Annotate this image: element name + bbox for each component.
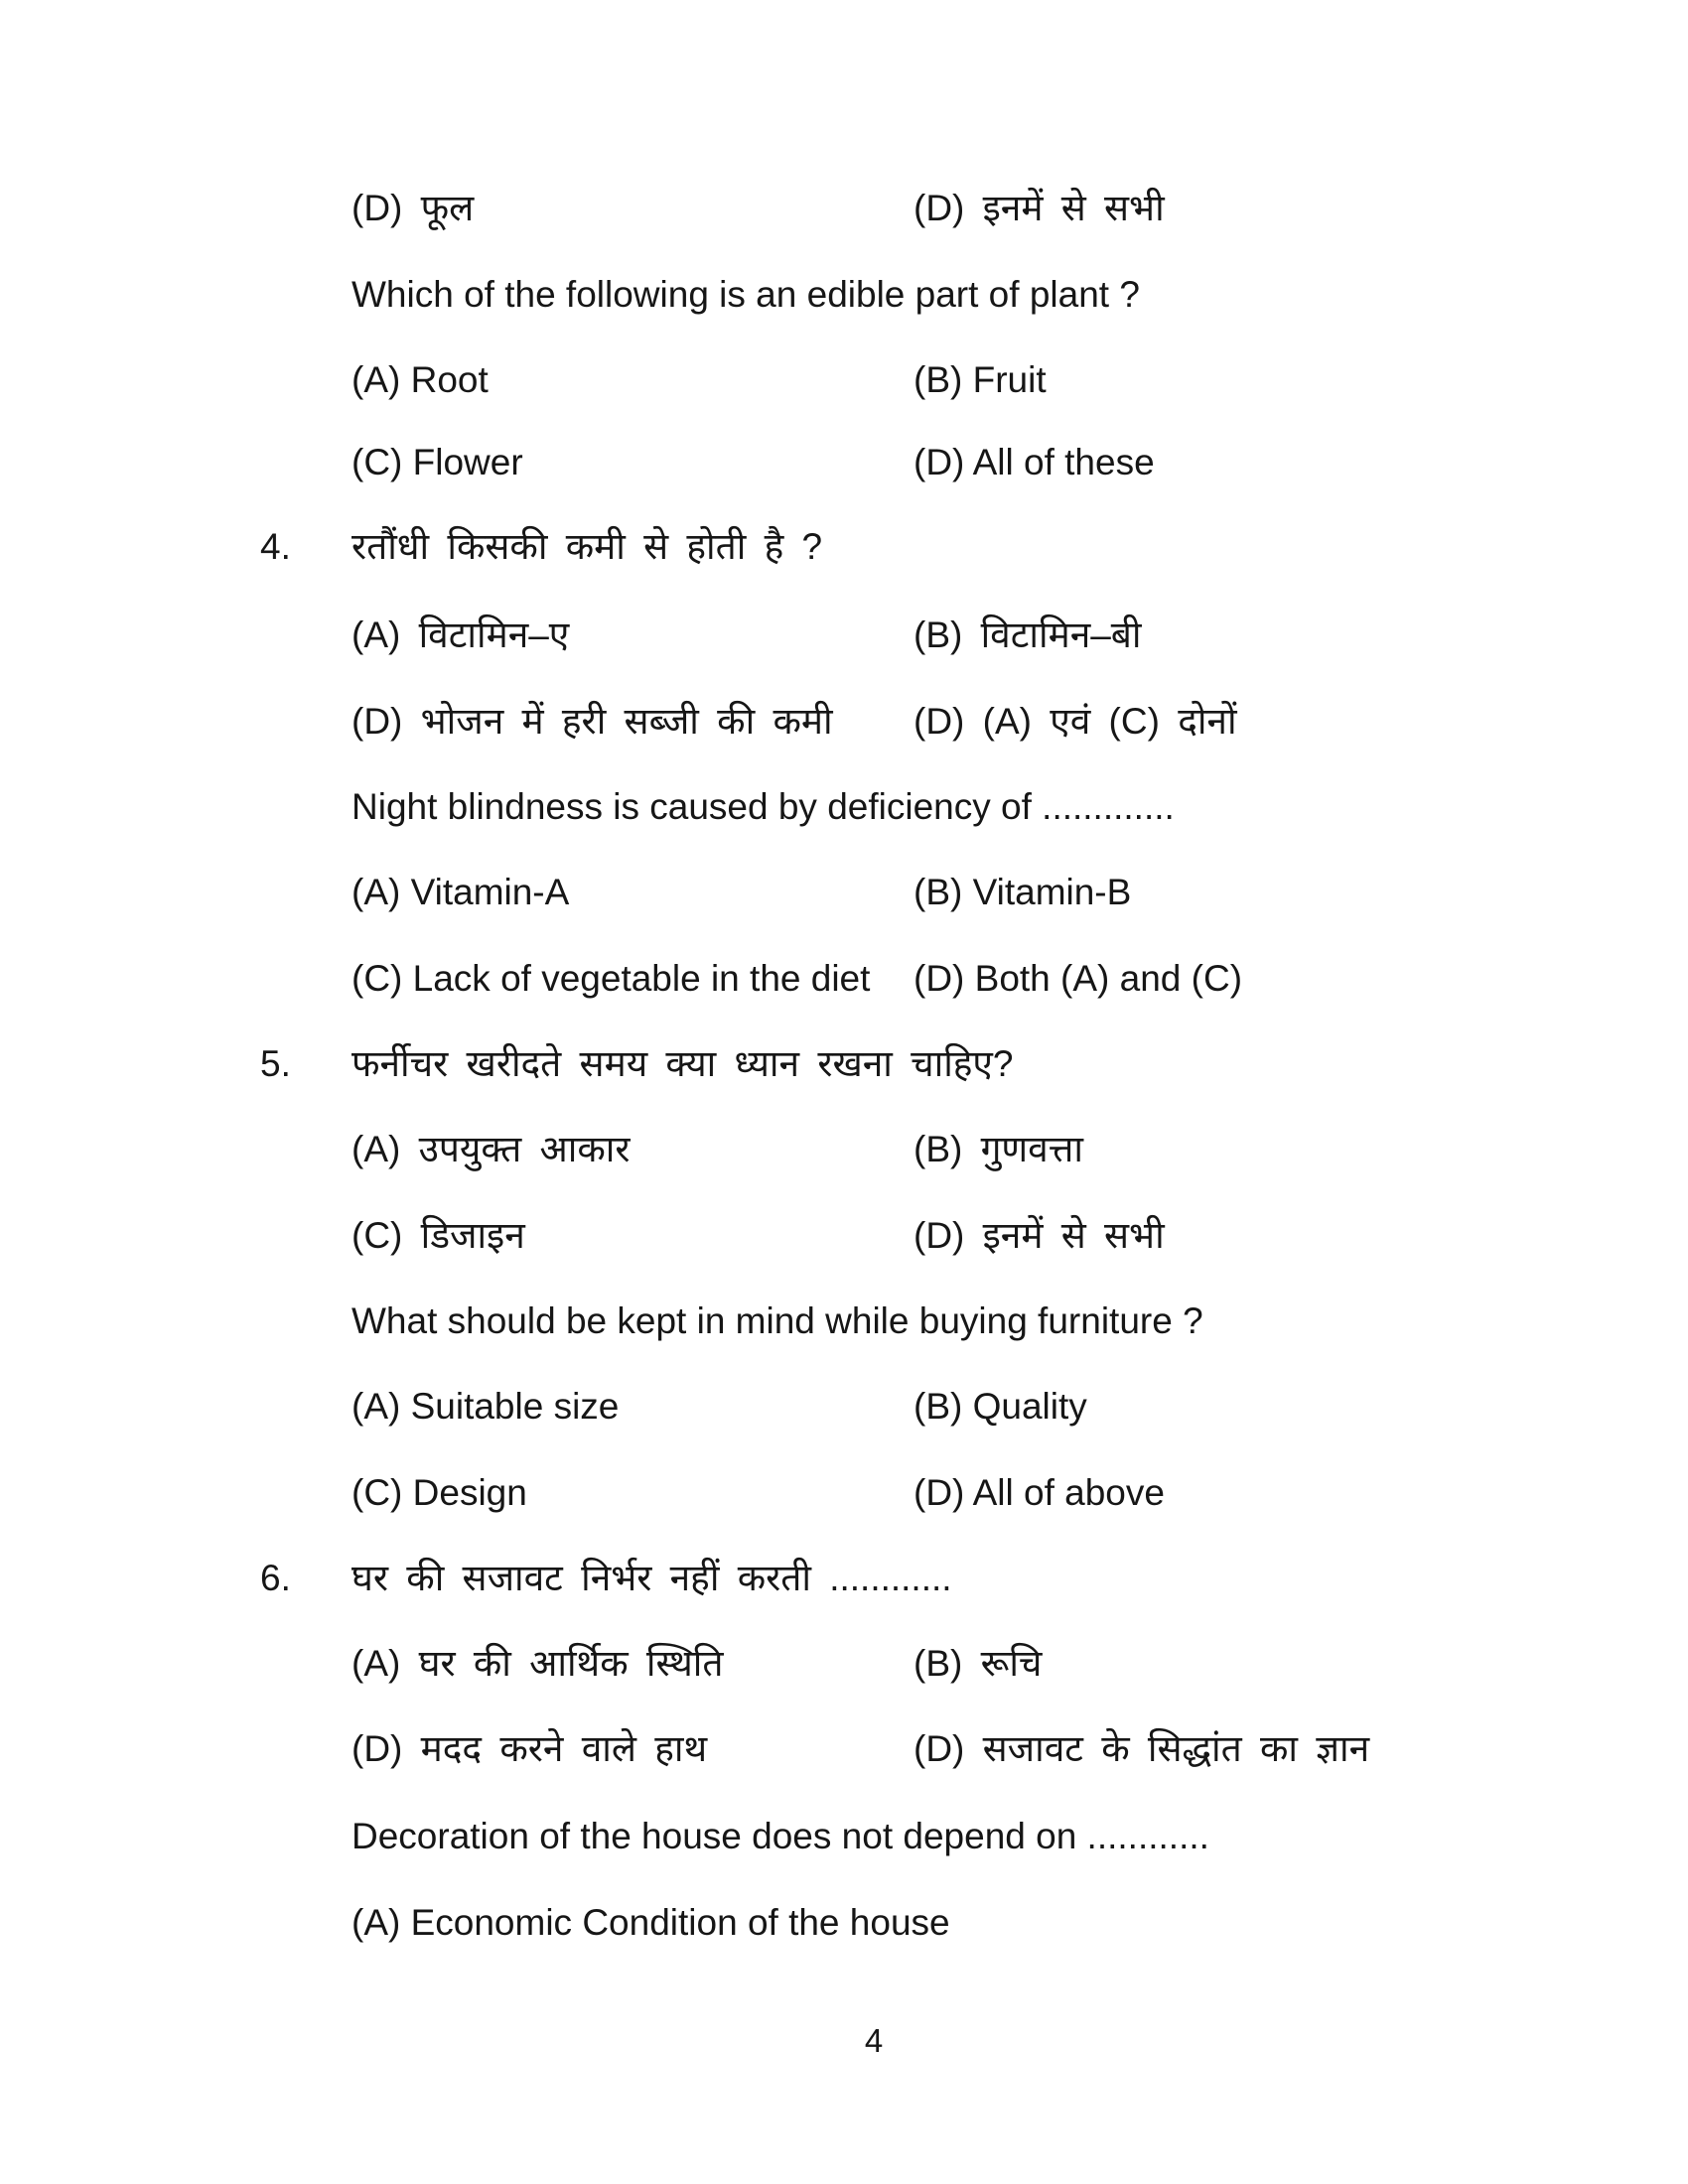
- option-row: [0, 1383, 1688, 1431]
- option-left: (A) विटामिन–ए: [352, 614, 570, 655]
- question-text-english: Night blindness is caused by deficiency of .............: [352, 786, 1175, 827]
- option-right: (B) रूचि: [914, 1643, 1043, 1684]
- option-right: (D) All of these: [914, 442, 1155, 482]
- question-row-english: [0, 1297, 1688, 1345]
- option-left: (C) Lack of vegetable in the diet: [352, 958, 871, 999]
- question-text-english: What should be kept in mind while buying furniture ?: [352, 1300, 1203, 1341]
- option-left: (C) डिजाइन: [352, 1215, 525, 1256]
- question-row-english: [0, 783, 1688, 831]
- option-left: (A) Economic Condition of the house: [352, 1902, 950, 1943]
- question-row-hindi: [0, 1555, 1688, 1602]
- option-row: [0, 185, 1688, 232]
- question-text-english: Decoration of the house does not depend on ............: [352, 1816, 1209, 1856]
- question-text-english: Which of the following is an edible part of plant ?: [352, 274, 1140, 315]
- question-row-hindi: [0, 523, 1688, 571]
- option-row: [0, 1725, 1688, 1773]
- option-right: (B) Quality: [914, 1386, 1087, 1427]
- option-left: (A) Vitamin-A: [352, 872, 570, 912]
- option-row: [0, 955, 1688, 1003]
- question-text-hindi: रतौंधी किसकी कमी से होती है ?: [352, 526, 823, 567]
- question-text-hindi: घर की सजावट निर्भर नहीं करती ............: [352, 1558, 952, 1598]
- option-row: [0, 698, 1688, 746]
- question-row-hindi: [0, 1040, 1688, 1088]
- option-right: (D) इनमें से सभी: [914, 188, 1165, 228]
- option-left: (A) घर की आर्थिक स्थिति: [352, 1643, 724, 1684]
- page-number: 4: [864, 2022, 884, 2059]
- question-row-english: [0, 1813, 1688, 1860]
- option-right: (B) विटामिन–बी: [914, 614, 1142, 655]
- option-row: [0, 356, 1688, 404]
- option-right: (D) Both (A) and (C): [914, 958, 1243, 999]
- option-row: [0, 1126, 1688, 1173]
- option-left: (C) Flower: [352, 442, 523, 482]
- option-row: [0, 869, 1688, 916]
- option-left: (D) भोजन में हरी सब्जी की कमी: [352, 701, 833, 742]
- option-row: [0, 1212, 1688, 1260]
- question-text-hindi: फर्नीचर खरीदते समय क्या ध्यान रखना चाहिए?: [352, 1043, 1014, 1084]
- option-row: [0, 1469, 1688, 1517]
- option-row: [0, 1899, 1688, 1947]
- option-right: (D) (A) एवं (C) दोनों: [914, 701, 1237, 742]
- option-row: [0, 612, 1688, 659]
- option-left: (D) मदद करने वाले हाथ: [352, 1728, 708, 1769]
- option-right: (B) Vitamin-B: [914, 872, 1132, 912]
- question-number: 4.: [260, 526, 291, 567]
- option-left: (A) Suitable size: [352, 1386, 620, 1427]
- option-right: (D) इनमें से सभी: [914, 1215, 1165, 1256]
- option-left: (A) Root: [352, 359, 489, 400]
- option-right: (D) All of above: [914, 1472, 1165, 1513]
- question-row-english: [0, 271, 1688, 319]
- option-left: (A) उपयुक्त आकार: [352, 1129, 631, 1169]
- question-number: 5.: [260, 1043, 291, 1084]
- option-right: (B) Fruit: [914, 359, 1047, 400]
- option-left: (D) फूल: [352, 188, 475, 228]
- option-row: [0, 439, 1688, 486]
- option-right: (B) गुणवत्ता: [914, 1129, 1083, 1169]
- option-row: [0, 1640, 1688, 1688]
- option-left: (C) Design: [352, 1472, 527, 1513]
- option-right: (D) सजावट के सिद्धांत का ज्ञान: [914, 1728, 1370, 1769]
- question-number: 6.: [260, 1558, 291, 1598]
